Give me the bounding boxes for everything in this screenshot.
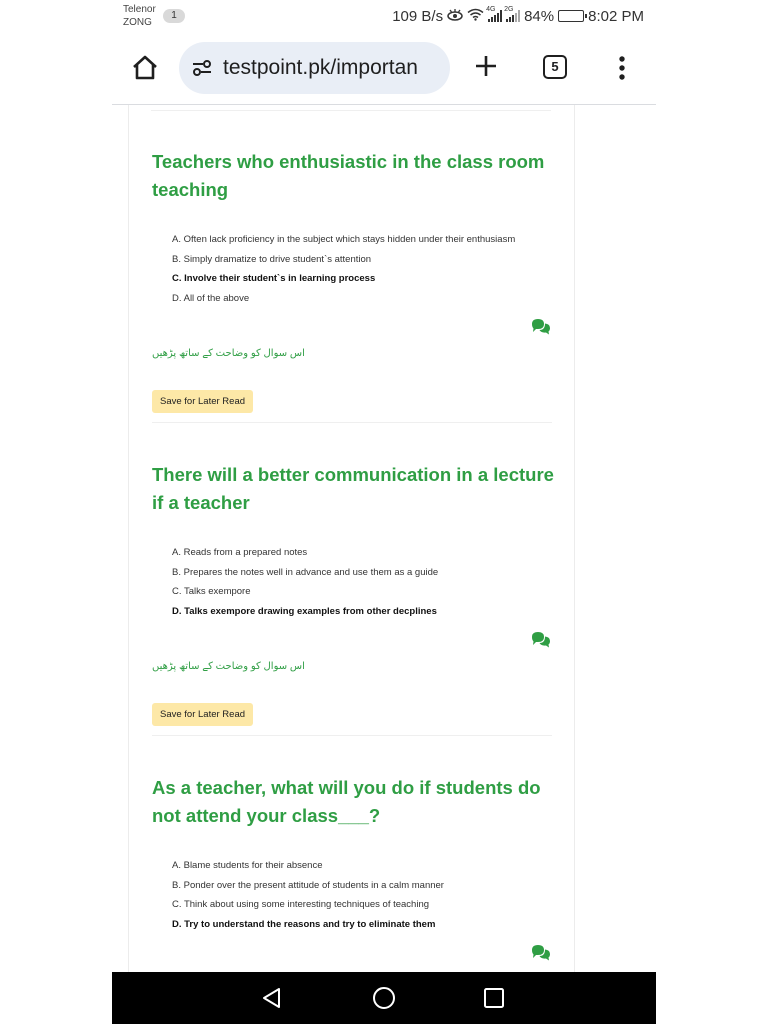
tune-icon[interactable] [191,57,213,79]
option-d-correct: D. Try to understand the reasons and try to eliminate them [172,918,436,930]
carrier-name-secondary: ZONG [123,17,152,28]
battery-icon [558,10,584,22]
option-a: A. Often lack proficiency in the subject which stays hidden under their enthusiasm [172,234,516,245]
square-recents-icon [482,986,506,1010]
option-c: C. Talks exempore [172,586,251,597]
options-list [172,547,438,625]
question-title: As a teacher, what will you do if students do not attend your class___? [152,777,541,826]
option-d-correct: D. Talks exempore drawing examples from other decplines [172,605,437,617]
system-nav-bar [112,972,656,1024]
card-divider [152,735,552,736]
status-bar [112,0,656,34]
option-d: D. All of the above [172,292,250,304]
comments-icon[interactable] [530,318,551,335]
battery-percent: 84% [524,7,555,25]
save-for-later-button[interactable]: Save for Later Read [152,703,253,726]
option-b: B. Ponder over the present attitude of students in a calm manner [172,879,444,891]
comments-icon[interactable] [530,944,551,961]
urdu-explanation-link[interactable]: اس سوال کو وضاحت کے ساتھ پڑھیں [152,661,305,672]
nav-back-button[interactable] [260,986,284,1010]
circle-home-icon [372,986,396,1010]
save-for-later-button[interactable]: Save for Later Read [152,390,253,413]
option-a: A. Blame students for their absence [172,860,323,871]
urdu-explanation-link[interactable]: اس سوال کو وضاحت کے ساتھ پڑھیں [152,348,305,359]
question-title: There will a better communication in a lecture if a teacher [152,464,554,513]
signal-strength-icon-2 [504,6,520,22]
url-text[interactable]: testpoint.pk/importan [223,56,418,79]
option-c: C. Think about using some interesting techniques of teaching [172,899,430,910]
carrier-name-primary: Telenor [123,4,156,15]
triangle-back-icon [260,986,284,1010]
question-card [152,148,555,407]
clock: 8:02 PM [588,7,644,25]
address-bar[interactable] [179,42,450,94]
phone-screen [112,0,656,1024]
plus-icon [473,53,499,79]
tab-switcher-button[interactable]: 5 [543,55,567,79]
option-c-correct: C. Involve their student`s in learning process [172,273,376,284]
question-title: Teachers who enthusiastic in the class room teaching [152,151,545,200]
nav-home-button[interactable] [372,986,396,1010]
options-list [172,234,515,312]
sim-badge: 1 [163,9,185,23]
option-b: B. Simply dramatize to drive student`s attention [172,253,372,265]
browser-toolbar [112,36,656,102]
option-a: A. Reads from a prepared notes [172,547,308,558]
card-divider [152,422,552,423]
status-indicators [392,6,644,26]
page-content [128,105,575,972]
eye-comfort-icon [447,8,463,25]
more-vert-icon [612,53,632,83]
new-tab-button[interactable] [473,53,499,79]
card-divider [151,110,551,111]
options-list [172,860,444,938]
nav-recents-button[interactable] [482,986,506,1010]
menu-button[interactable] [612,53,632,83]
question-card [152,461,555,720]
question-card [152,774,555,930]
network-type-2: 2G [504,6,514,13]
network-speed: 109 B/s [392,7,444,25]
comments-icon[interactable] [530,631,551,648]
network-type-1: 4G [486,6,496,13]
signal-strength-icon-1 [486,6,502,22]
home-button[interactable] [130,53,160,83]
home-icon [130,53,160,83]
wifi-icon [467,8,484,25]
option-b: B. Prepares the notes well in advance and use them as a guide [172,566,439,578]
